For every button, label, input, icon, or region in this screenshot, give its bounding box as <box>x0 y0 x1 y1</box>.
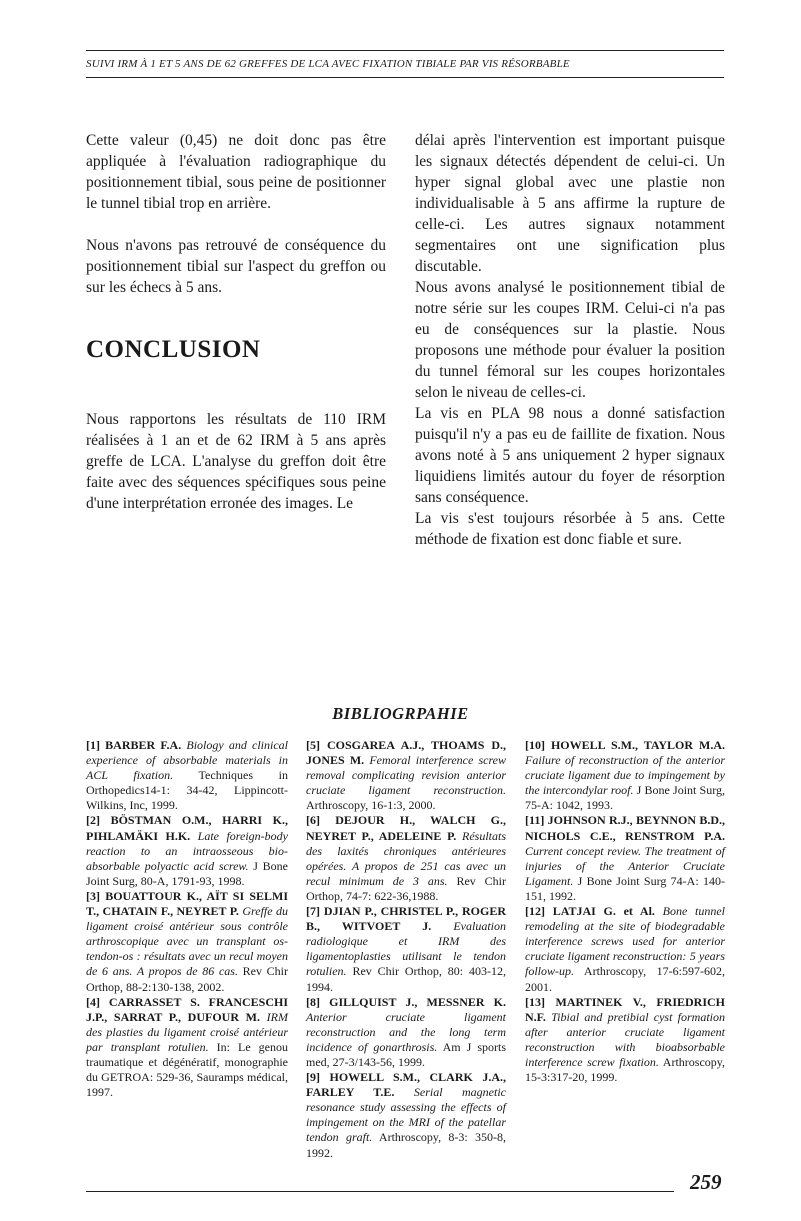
reference-1-title: Biology and clinical experience of absorbable materials in ACL fixation. <box>86 738 288 783</box>
reference-9-title: Serial magnetic resonance study assessing the effects of impingement on the MRI of the patellar tendon graft. <box>306 1085 507 1145</box>
reference-9-source: Arthroscopy, 8-3: 350-8, 1992. <box>306 1130 506 1160</box>
reference-12 <box>525 904 725 995</box>
reference-13-source: Arthroscopy, 15-3:317-20, 1999. <box>525 1054 725 1085</box>
reference-8-authors: GILLQUIST J., MESSNER K. <box>329 994 506 1009</box>
reference-12-num: [12] <box>525 904 545 919</box>
conclusion-heading: CONCLUSION <box>86 336 261 363</box>
reference-4-title: IRM des plasties du ligament croisé antérieur par transplant rotulien. <box>86 1009 288 1054</box>
reference-7-num: [7] <box>306 904 320 919</box>
reference-3-title: Greffe du ligament croisé antérieur sous contrôle arthroscopique avec un transplant os-tendon-os : résultats avec un recul moyen de 6 ans. A propos de 86 cas. <box>86 904 288 979</box>
bibliography-column-3 <box>525 738 725 1085</box>
reference-8-source: Am J sports med, 27-3/143-56, 1999. <box>306 1039 506 1069</box>
bibliography-title: BIBLIOGRPAHIE <box>332 704 469 723</box>
bibliography-column-1 <box>86 738 288 1100</box>
reference-9-num: [9] <box>306 1070 320 1085</box>
reference-3-authors: BOUATTOUR K., AÏT SI SELMI T., CHATAIN F., NEYRET P. <box>86 888 288 919</box>
reference-11-title: Current concept review. The treatment of injuries of the Anterior Cruciate Ligament. <box>525 843 725 888</box>
reference-10-source: J Bone Joint Surg, 75-A: 1042, 1993. <box>525 783 726 813</box>
reference-10-authors: HOWELL S.M., TAYLOR M.A. <box>550 738 726 752</box>
right-paragraph-2: Nous avons analysé le positionnement tibial de notre série sur les coupes IRM. Celui-ci n'a pas eu de conséquences sur la plastie. Nous proposons une méthode pour évaluer la position du tunnel fémoral sur les coupes horizontales selon le niveau de celles-ci. <box>415 279 725 401</box>
reference-2-num: [2] <box>86 813 100 828</box>
reference-11 <box>525 813 725 904</box>
reference-2-title: Late foreign-body reaction to an intraosseous bio-absorbable polyactic acid screw. <box>86 828 288 873</box>
reference-13 <box>525 995 725 1086</box>
reference-11-source: J Bone Joint Surg 74-A: 140-151, 1992. <box>525 873 725 903</box>
reference-6-num: [6] <box>306 813 320 828</box>
reference-13-num: [13] <box>525 994 545 1009</box>
reference-7 <box>306 904 506 995</box>
right-paragraph-4: La vis s'est toujours résorbée à 5 ans. Cette méthode de fixation est donc fiable et sure. <box>415 510 725 548</box>
reference-4-authors: CARRASSET S. FRANCESCHI J.P., SARRAT P., DUFOUR M. <box>86 994 289 1024</box>
reference-5 <box>306 738 506 813</box>
reference-4-num: [4] <box>86 994 100 1009</box>
reference-6 <box>306 813 506 904</box>
header-rule-bottom <box>86 77 724 78</box>
reference-9-authors: HOWELL S.M., CLARK J.A., FARLEY T.E. <box>306 1070 506 1100</box>
right-paragraph-1: délai après l'intervention est important puisque les signaux détectés dépendent de celui-ci. Un hyper signal global avec une plastie non individualisable à 5 ans affirme la rupture de celle-ci. Les autres signaux notamment segmentaires ont une signification plus discutable. <box>415 132 725 275</box>
reference-3-source: Rev Chir Orthop, 88-2:130-138, 2002. <box>86 964 289 994</box>
reference-11-authors: JOHNSON R.J., BEYNNON B.D., NICHOLS C.E., RENSTROM P.A. <box>525 813 725 843</box>
reference-2-source: J Bone Joint Surg, 80-A, 1791-93, 1998. <box>86 858 289 888</box>
left-column <box>86 130 386 319</box>
right-column <box>415 130 725 550</box>
reference-6-source: Rev Chir Orthop, 74-7: 622-36,1988. <box>306 873 507 903</box>
reference-3-num: [3] <box>86 888 100 903</box>
reference-9 <box>306 1070 506 1161</box>
reference-7-authors: DJIAN P., CHRISTEL P., ROGER B., WITVOET J. <box>306 904 506 934</box>
reference-10 <box>525 738 725 813</box>
reference-12-authors: LATJAI G. et Al. <box>552 904 655 919</box>
page-number: 259 <box>690 1170 722 1194</box>
reference-12-title: Bone tunnel remodeling at the site of biodegradable interference screws used for anterior cruciate ligament reconstruction: 5 years follow-up. <box>525 904 725 979</box>
reference-7-title: Evaluation radiologique et IRM des ligamentoplasties utilisant le tendon rotulien. <box>306 919 507 979</box>
right-paragraph-3: La vis en PLA 98 nous a donné satisfaction puisqu'il n'y a pas eu de faillite de fixation. Nous avons noté à 5 ans uniquement 2 hyper signaux liquidiens limités autour du foyer de résorption sans conséquence. <box>415 405 725 506</box>
reference-3 <box>86 889 288 995</box>
left-paragraph-2: Nous n'avons pas retrouvé de conséquence du positionnement tibial sur l'aspect du greffon ou sur les échecs à 5 ans. <box>86 237 386 296</box>
reference-8-num: [8] <box>306 994 320 1009</box>
reference-6-title: Résultats des laxités chroniques antérieures opérées. A propos de 251 cas avec un recul minimum de 3 ans. <box>306 828 506 888</box>
footer-rule <box>86 1191 674 1192</box>
header-rule-top <box>86 50 724 51</box>
reference-2 <box>86 813 288 888</box>
reference-5-title: Femoral interference screw removal complicating revision anterior cruciate ligament reconstruction. <box>306 753 507 798</box>
reference-6-authors: DEJOUR H., WALCH G., NEYRET P., ADELEINE P. <box>306 813 506 843</box>
reference-2-authors: BÖSTMAN O.M., HARRI K., PIHLAMÄKI H.K. <box>86 813 289 843</box>
reference-5-num: [5] <box>306 738 320 752</box>
left-paragraph-1: Cette valeur (0,45) ne doit donc pas être appliquée à l'évaluation radiographique du positionnement tibial, sous peine de positionner le tunnel tibial trop en arrière. <box>86 132 386 212</box>
reference-1 <box>86 738 288 813</box>
reference-11-num: [11] <box>525 813 545 828</box>
bibliography-column-2 <box>306 738 506 1161</box>
reference-1-num: [1] <box>86 738 100 752</box>
reference-1-source: Techniques in Orthopedics14-1: 34-42, Lippincott-Wilkins, Inc, 1999. <box>86 768 289 813</box>
reference-5-source: Arthroscopy, 16-1:3, 2000. <box>306 798 436 813</box>
running-header: SUIVI IRM À 1 ET 5 ANS DE 62 GREFFES DE LCA AVEC FIXATION TIBIALE PAR VIS RÉSORBABLE <box>86 58 570 70</box>
conclusion-column <box>86 409 386 514</box>
reference-8-title: Anterior cruciate ligament reconstruction and the long term incidence of gonarthrosis. <box>306 1009 506 1054</box>
reference-10-num: [10] <box>525 738 545 752</box>
reference-10-title: Failure of reconstruction of the anterior cruciate ligament due to impingement by the intercondylar roof. <box>525 753 725 798</box>
reference-5-authors: COSGAREA A.J., THOAMS D., JONES M. <box>306 738 507 768</box>
conclusion-paragraph: Nous rapportons les résultats de 110 IRM réalisées à 1 an et de 62 IRM à 5 ans après greffe de LCA. L'analyse du greffon doit être faite avec des séquences spécifiques sous peine d'une interprétation erronée des images. Le <box>86 411 386 512</box>
reference-13-title: Tibial and pretibial cyst formation after anterior cruciate ligament reconstruction with bioabsorbable interference screw fixation. <box>525 1009 726 1069</box>
reference-8 <box>306 995 506 1070</box>
reference-4 <box>86 995 288 1101</box>
reference-13-authors: MARTINEK V., FRIEDRICH N.F. <box>525 994 725 1024</box>
reference-1-authors: BARBER F.A. <box>105 738 182 752</box>
reference-7-source: Rev Chir Orthop, 80: 403-12, 1994. <box>306 964 506 994</box>
reference-12-source: Arthroscopy, 17-6:597-602, 2001. <box>525 964 725 994</box>
reference-4-source: In: Le genou traumatique et dégénératif, monographie du GETROA: 529-36, Sauramps médical, 1997. <box>86 1039 288 1100</box>
